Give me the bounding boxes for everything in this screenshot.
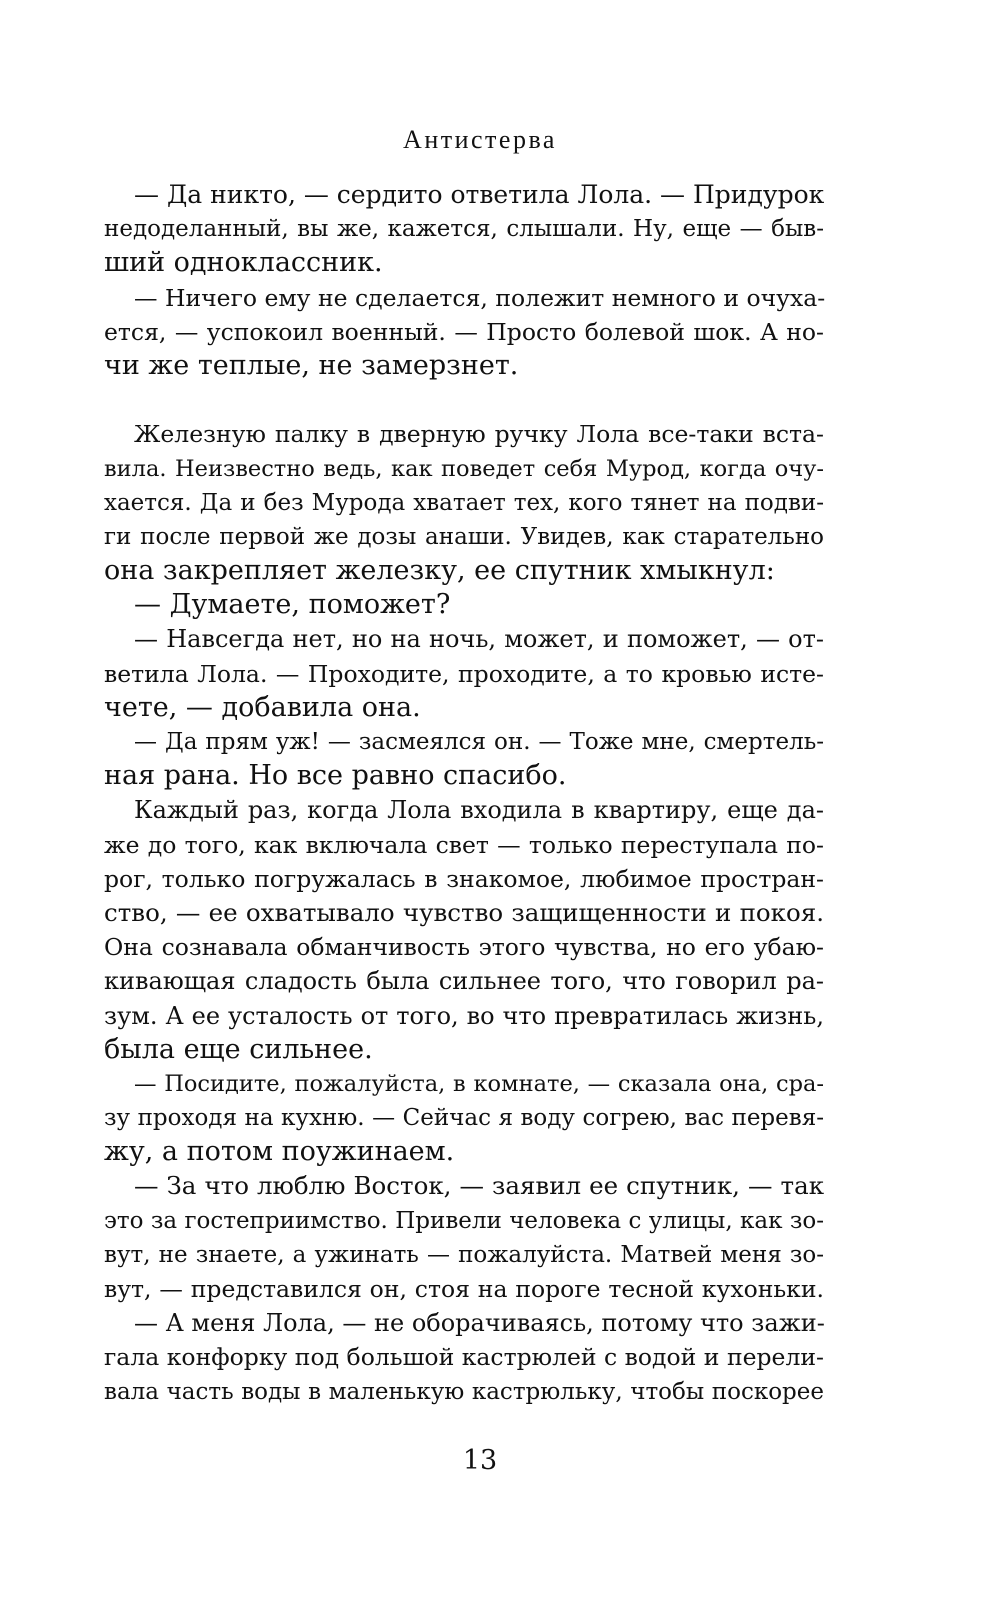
text-line: недоделанный, вы же, кажется, слышали. Ну, еще — быв-: [104, 216, 824, 243]
text-line: — Ничего ему не сделается, полежит немного и очуха-: [134, 283, 826, 312]
text-line: зум. А ее усталость от того, во что превратилась жизнь,: [104, 1001, 824, 1030]
text-line: вала часть воды в маленькую кастрюльку, чтобы поскорее: [104, 1378, 824, 1405]
text-line: Она сознавала обманчивость этого чувства, но его убаю-: [104, 933, 824, 962]
text-line: чи же теплые, не замерзнет.: [104, 349, 519, 381]
text-line: ство, — ее охватывало чувство защищенности и покоя.: [104, 897, 824, 927]
text-line: — Да прям уж! — засмеялся он. — Тоже мне, смертель-: [134, 729, 824, 755]
text-line: ветила Лола. — Проходите, проходите, а то кровью исте-: [104, 659, 824, 688]
text-line: — Думаете, поможет?: [134, 589, 451, 621]
text-line: вила. Неизвестно ведь, как поведет себя Мурод, когда очу-: [104, 455, 824, 482]
text-line: зу проходя на кухню. — Сейчас я воду согрею, вас перевя-: [104, 1105, 824, 1132]
text-line: вут, — представился он, стоя на пороге тесной кухоньки.: [104, 1275, 824, 1303]
text-line: — Да никто, — сердито ответила Лола. — Придурок: [134, 180, 825, 209]
text-line: Железную палку в дверную ручку Лола все-таки вста-: [134, 420, 824, 449]
text-line: хается. Да и без Мурода хватает тех, кого тянет на подви-: [104, 489, 824, 516]
text-line: ший одноклассник.: [104, 247, 383, 279]
text-line: она закрепляет железку, ее спутник хмыкнул:: [104, 555, 775, 587]
text-line: — Посидите, пожалуйста, в комнате, — сказала она, сра-: [134, 1070, 824, 1097]
text-line: ется, — успокоил военный. — Просто болевой шок. А но-: [104, 317, 824, 346]
text-line: — За что люблю Восток, — заявил ее спутник, — так: [134, 1171, 824, 1201]
page-number: 13: [462, 1445, 498, 1476]
text-line: это за гостеприимство. Привели человека с улицы, как зо-: [104, 1207, 824, 1234]
text-line: жу, а потом поужинаем.: [104, 1136, 455, 1168]
text-line: гала конфорку под большой кастрюлей с водой и перели-: [104, 1343, 824, 1372]
text-line: ги после первой же дозы анаши. Увидев, как старательно: [104, 523, 824, 550]
text-line: вут, не знаете, а ужинать — пожалуйста. Матвей меня зо-: [104, 1241, 824, 1268]
text-line: чете, — добавила она.: [104, 691, 421, 723]
text-line: ная рана. Но все равно спасибо.: [104, 760, 567, 792]
text-line: рог, только погружалась в знакомое, любимое простран-: [104, 864, 824, 893]
text-line: была еще сильнее.: [104, 1033, 373, 1065]
body-text: [104, 178, 824, 1409]
section-break: [104, 383, 824, 417]
text-line: — А меня Лола, — не оборачиваясь, потому что зажи-: [134, 1309, 825, 1338]
running-head: Антистерва: [403, 125, 557, 154]
text-line: Каждый раз, когда Лола входила в квартиру, еще да-: [134, 796, 824, 825]
text-line: — Навсегда нет, но на ночь, может, и поможет, — от-: [134, 625, 824, 654]
text-line: же до того, как включала свет — только переступала по-: [104, 830, 824, 859]
text-line: кивающая сладость была сильнее того, что говорил ра-: [104, 967, 824, 996]
